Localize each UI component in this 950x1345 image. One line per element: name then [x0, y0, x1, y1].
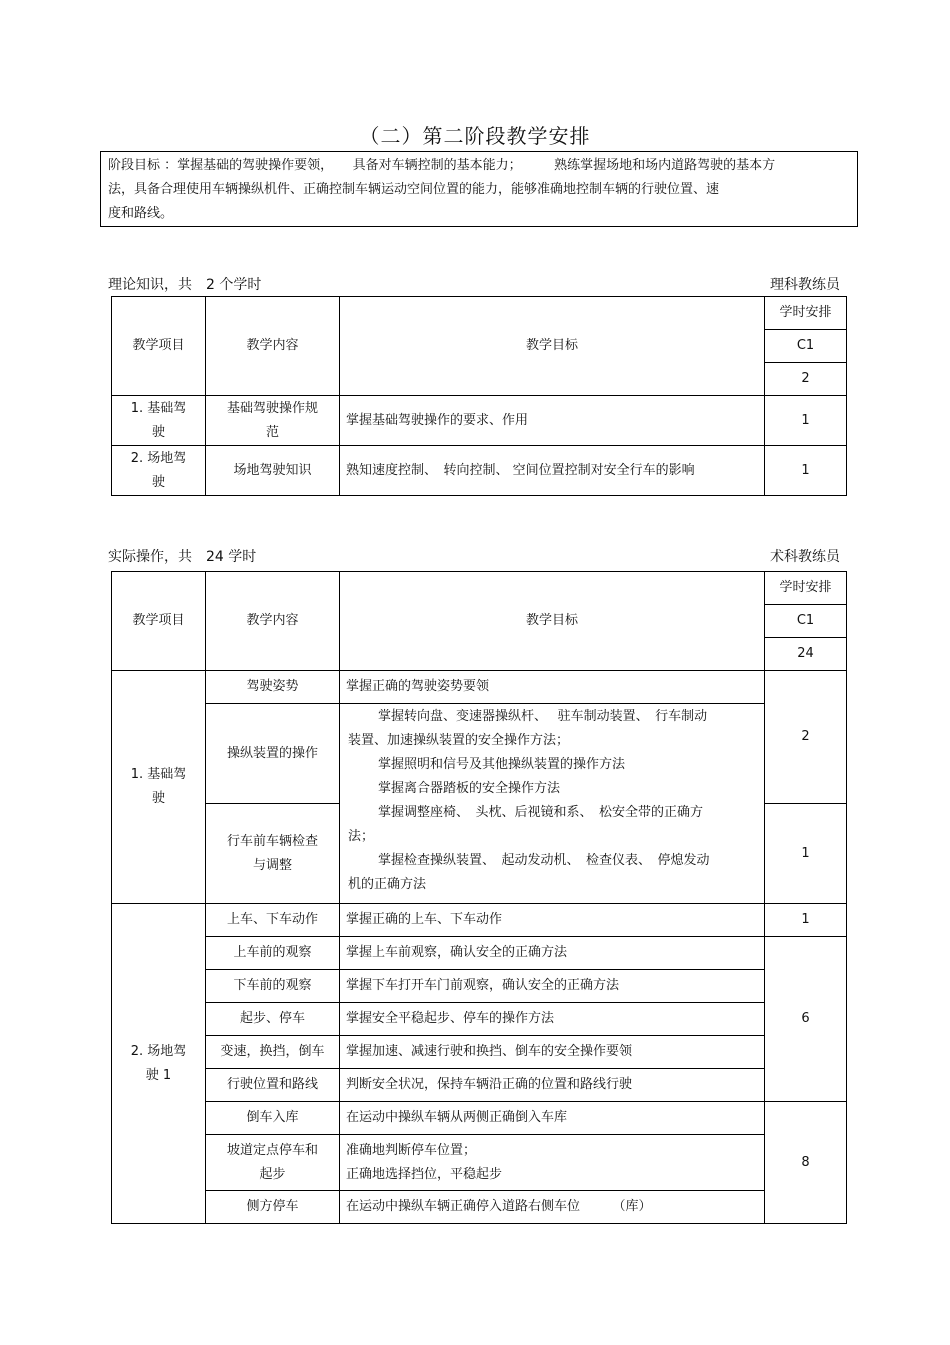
row-goal: 在运动中操纵车辆正确停入道路右侧车位 （库） — [340, 1191, 765, 1224]
header-item: 教学项目 — [112, 297, 206, 396]
theory-instructor: 理科教练员 — [770, 277, 840, 293]
practice-section-title: 实际操作，共 24 学时 — [108, 549, 257, 565]
row-goal: 判断安全状况，保持车辆沿正确的位置和路线行驶 — [340, 1069, 765, 1102]
row-item: 2. 场地驾 驶 — [112, 446, 206, 496]
row-item: 1. 基础驾 驶 — [112, 671, 206, 904]
row-hours: 1 — [765, 904, 847, 937]
row-hours: 2 — [765, 671, 847, 804]
header-goal: 教学目标 — [340, 572, 765, 671]
row-content: 基础驾驶操作规 范 — [206, 396, 340, 446]
row-item: 1. 基础驾 驶 — [112, 396, 206, 446]
stage-goal-line: 阶段目标 ：掌握基础的驾驶操作要领， 具备对车辆控制的基本能力； 熟练掌握场地和场内道路驾驶的基本方 — [108, 158, 776, 173]
row-content: 驾驶姿势 — [206, 671, 340, 704]
table-row — [112, 970, 847, 1003]
row-content: 变速，换挡，倒车 — [206, 1036, 340, 1069]
table-row — [112, 446, 847, 496]
row-content: 行驶位置和路线 — [206, 1069, 340, 1102]
row-hours: 6 — [765, 937, 847, 1102]
row-item: 2. 场地驾 驶 1 — [112, 904, 206, 1224]
row-hours: 1 — [765, 446, 847, 496]
header-class: C1 — [765, 605, 847, 638]
row-hours: 1 — [765, 396, 847, 446]
practice-instructor: 术科教练员 — [770, 549, 840, 565]
table-row — [112, 1069, 847, 1102]
header-total-hours: 2 — [765, 363, 847, 396]
row-content: 坡道定点停车和 起步 — [206, 1135, 340, 1191]
row-goal: 熟知速度控制、 转向控制、 空间位置控制对安全行车的影响 — [340, 446, 765, 496]
table-row — [112, 1102, 847, 1135]
row-goal: 掌握基础驾驶操作的要求、作用 — [340, 396, 765, 446]
row-content: 操纵装置的操作 — [206, 704, 340, 804]
stage-goal-line: 度和路线。 — [108, 206, 174, 221]
table-row — [112, 396, 847, 446]
row-goal: 掌握正确的驾驶姿势要领 — [340, 671, 765, 704]
page-title: （二）第二阶段教学安排 — [359, 124, 591, 148]
table-row — [112, 937, 847, 970]
row-content: 倒车入库 — [206, 1102, 340, 1135]
row-content: 上车、下车动作 — [206, 904, 340, 937]
header-goal: 教学目标 — [340, 297, 765, 396]
row-content: 起步、停车 — [206, 1003, 340, 1036]
table-row — [112, 1003, 847, 1036]
header-class: C1 — [765, 330, 847, 363]
table-row — [112, 1135, 847, 1191]
header-content: 教学内容 — [206, 297, 340, 396]
table-row — [112, 704, 847, 804]
row-goal: 掌握加速、减速行驶和换挡、倒车的安全操作要领 — [340, 1036, 765, 1069]
row-goal: 准确地判断停车位置； 正确地选择挡位，平稳起步 — [340, 1135, 765, 1191]
table-row — [112, 671, 847, 704]
row-goal: 掌握上车前观察，确认安全的正确方法 — [340, 937, 765, 970]
row-goal: 掌握安全平稳起步、停车的操作方法 — [340, 1003, 765, 1036]
row-content: 下车前的观察 — [206, 970, 340, 1003]
theory-section-title: 理论知识，共 2 个学时 — [108, 277, 262, 293]
header-hours: 学时安排 — [765, 297, 847, 330]
stage-goal-box — [100, 151, 858, 227]
practice-table — [111, 571, 847, 1224]
table-row — [112, 1191, 847, 1224]
theory-table — [111, 296, 847, 496]
table-row — [112, 1036, 847, 1069]
row-hours: 1 — [765, 804, 847, 904]
row-goal: 掌握下车打开车门前观察，确认安全的正确方法 — [340, 970, 765, 1003]
row-content: 上车前的观察 — [206, 937, 340, 970]
row-goal: 掌握正确的上车、下车动作 — [340, 904, 765, 937]
row-hours: 8 — [765, 1102, 847, 1224]
row-content: 场地驾驶知识 — [206, 446, 340, 496]
stage-goal-line: 法，具备合理使用车辆操纵机件、正确控制车辆运动空间位置的能力，能够准确地控制车辆的行驶位置、速 — [108, 182, 720, 197]
header-item: 教学项目 — [112, 572, 206, 671]
header-total-hours: 24 — [765, 638, 847, 671]
row-goal: 掌握转向盘、变速器操纵杆、 驻车制动装置、 行车制动 装置、加速操纵装置的安全操作方法； 掌握照明和信号及其他操纵装置的操作方法 掌握离合器踏板的安全操作方法 掌握调整座椅、 头枕、后视镜和系、 松安全带的正确方 法； 掌握检查操纵装置、 起动发动机、 检查仪表、 停熄发动 机的正确方法 — [340, 704, 765, 904]
row-goal: 在运动中操纵车辆从两侧正确倒入车库 — [340, 1102, 765, 1135]
header-hours: 学时安排 — [765, 572, 847, 605]
row-content: 行车前车辆检查 与调整 — [206, 804, 340, 904]
table-row — [112, 904, 847, 937]
header-content: 教学内容 — [206, 572, 340, 671]
row-content: 侧方停车 — [206, 1191, 340, 1224]
